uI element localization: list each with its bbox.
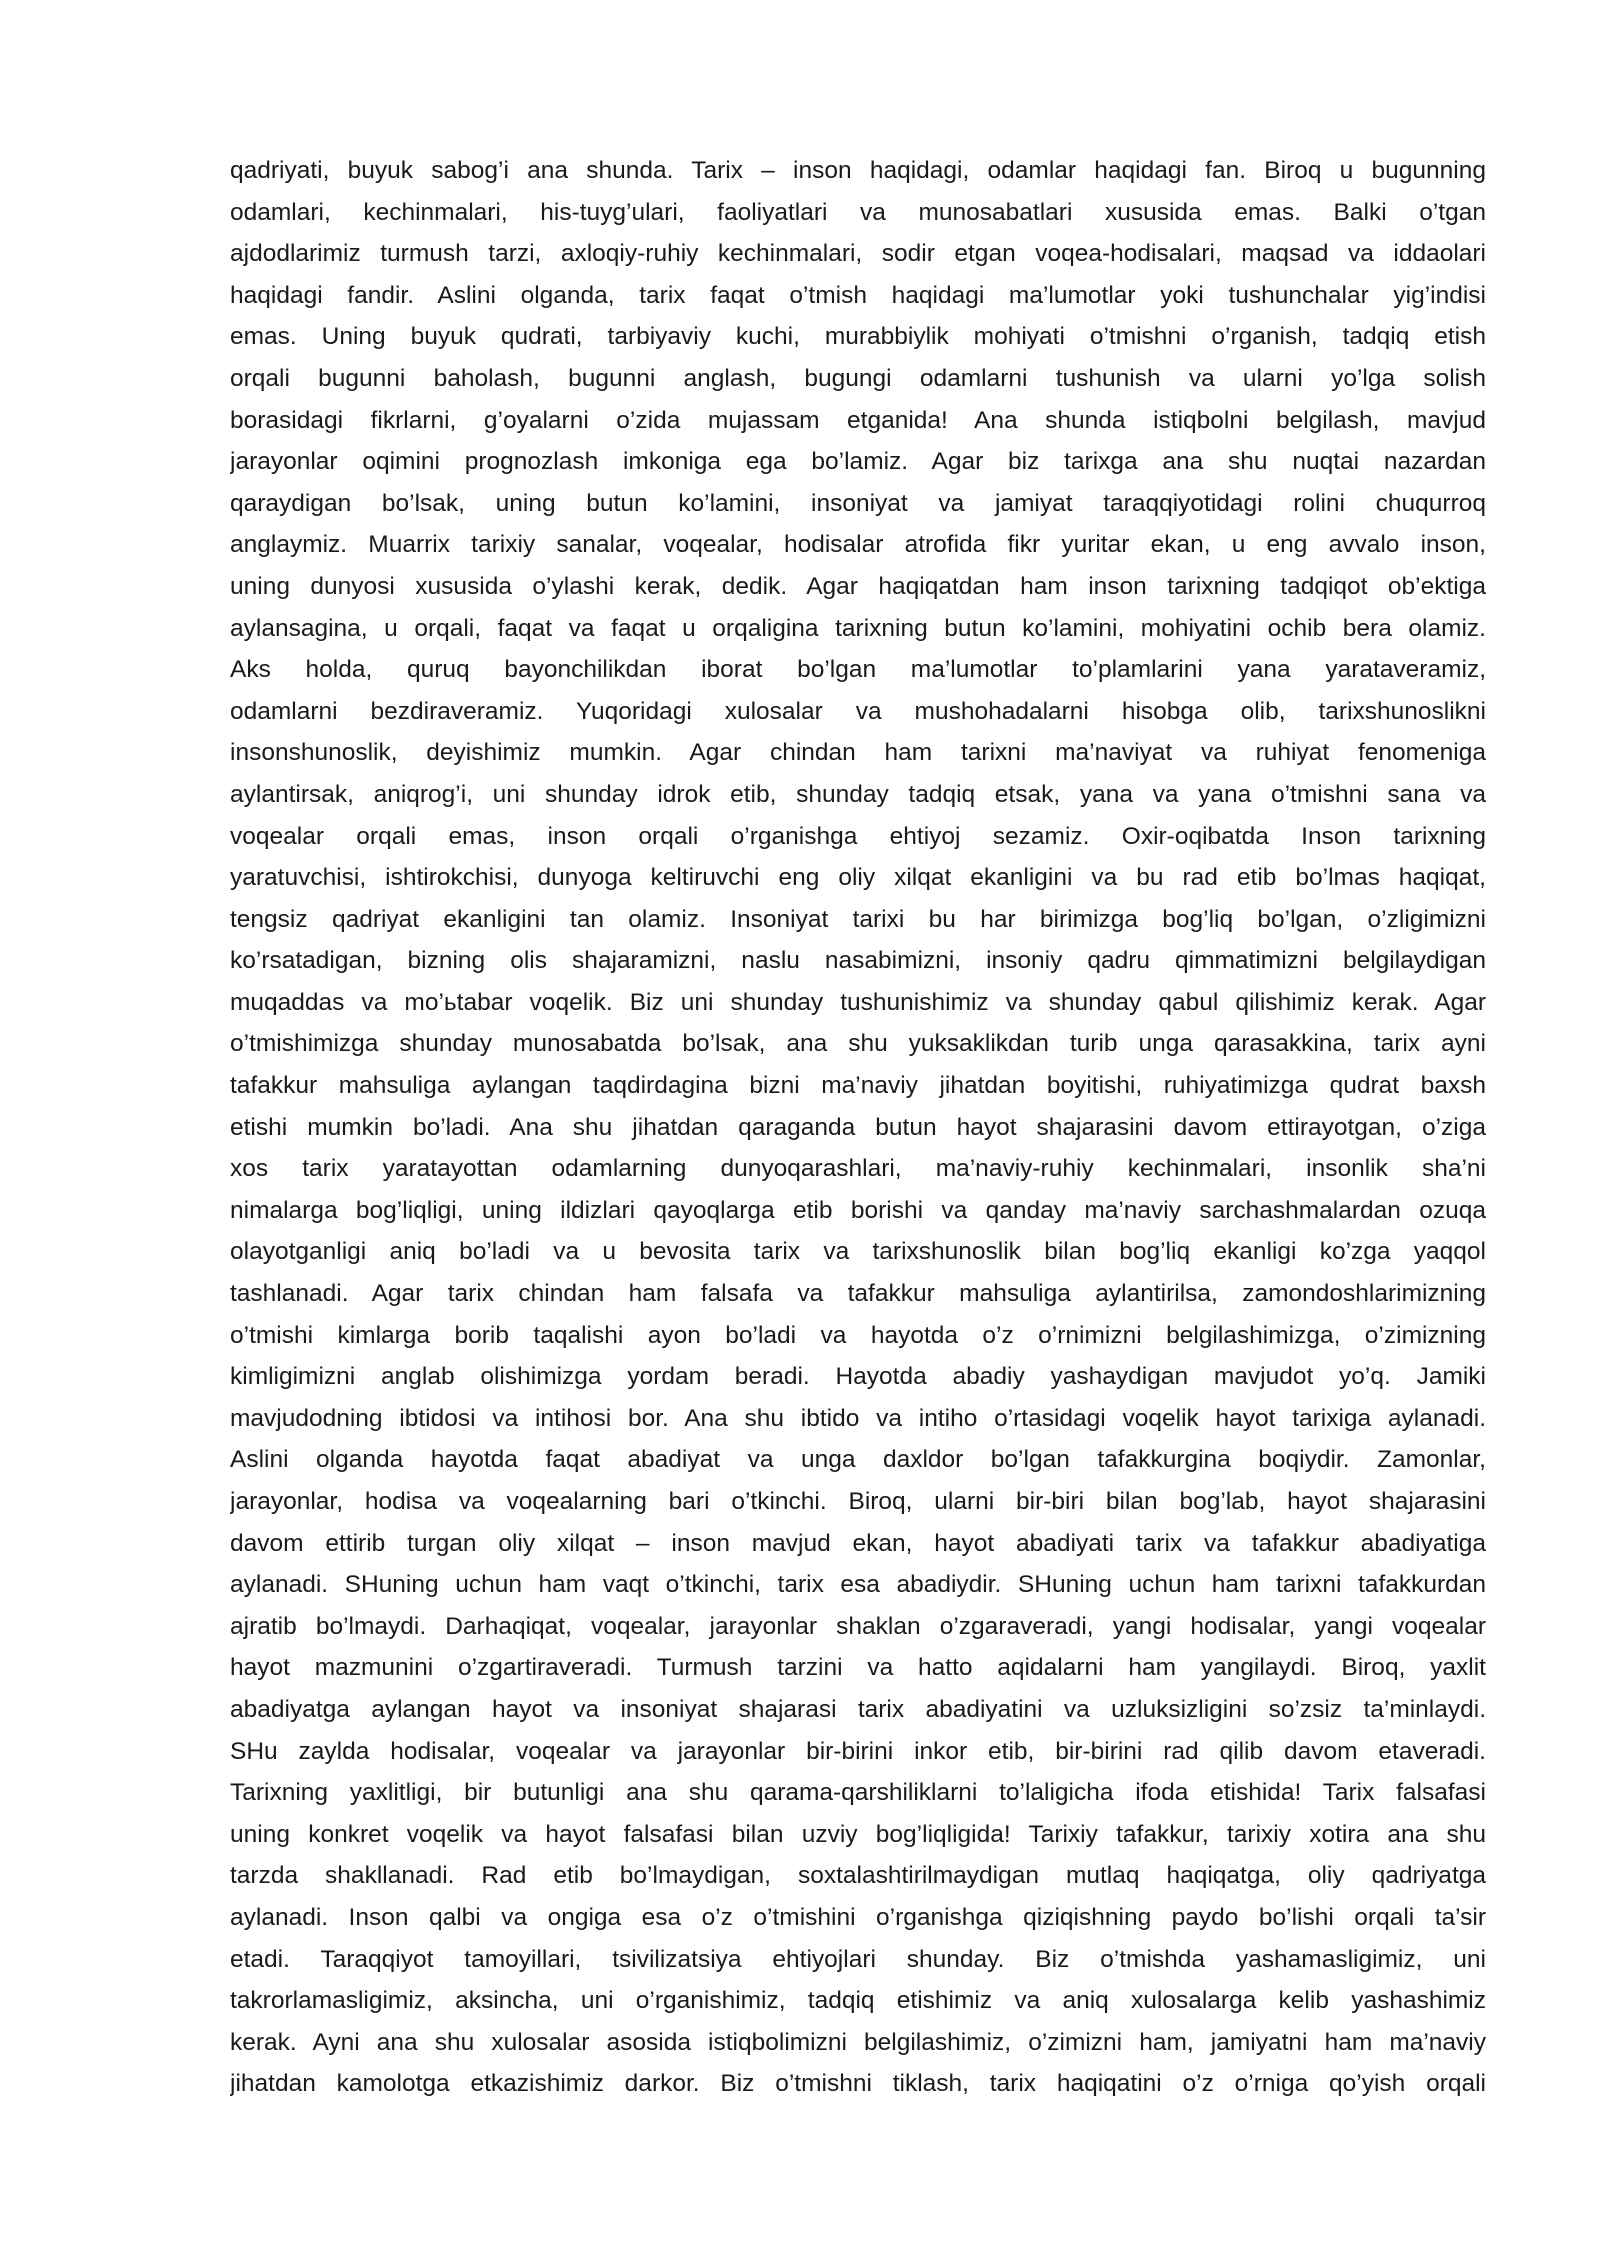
text-line: emas. Uning buyuk qudrati, tarbiyaviy kuchi, murabbiylik mohiyati o’tmishni o’rganish, tadqiq etish [230,323,1486,351]
text-line: o’tmishi kimlarga borib taqalishi ayon bo’ladi va hayotda o’z o’rnimizni belgilashimizga, o’zimizning [230,1321,1486,1349]
text-line: orqali bugunni baholash, bugunni anglash, bugungi odamlarni tushunish va ularni yo’lga solish [230,364,1486,392]
text-line: kimligimizni anglab olishimizga yordam beradi. Hayotda abadiy yashaydigan mavjudot yo’q. Jamiki [230,1363,1486,1391]
text-line: davom ettirib turgan oliy xilqat – inson mavjud ekan, hayot abadiyati tarix va tafakkur abadiyatiga [230,1529,1486,1557]
text-line: xos tarix yaratayottan odamlarning dunyoqarashlari, ma’naviy-ruhiy kechinmalari, insonlik sha’ni [230,1155,1486,1183]
text-line: takrorlamasligimiz, aksincha, uni o’rganishimiz, tadqiq etishimiz va aniq xulosalarga kelib yashashimiz [230,1987,1486,2015]
text-line: SHu zaylda hodisalar, voqealar va jarayonlar bir-birini inkor etib, bir-birini rad qilib davom etaveradi. [230,1737,1486,1765]
text-line: ko’rsatadigan, bizning olis shajaramizni, naslu nasabimizni, insoniy qadru qimmatimizni belgilaydigan [230,947,1486,975]
text-line: o’tmishimizga shunday munosabatda bo’lsak, ana shu yuksaklikdan turib unga qarasakkina, tarix ayni [230,1030,1486,1058]
text-line: nimalarga bog’liqligi, uning ildizlari qayoqlarga etib borishi va qanday ma’naviy sarchashmalardan ozuqa [230,1196,1486,1224]
text-line: voqealar orqali emas, inson orqali o’rganishga ehtiyoj sezamiz. Oxir-oqibatda Inson tarixning [230,822,1486,850]
text-line: Aslini olganda hayotda faqat abadiyat va unga daxldor bo’lgan tafakkurgina boqiydir. Zamonlar, [230,1446,1486,1474]
text-line: uning konkret voqelik va hayot falsafasi bilan uzviy bog’liqligida! Tarixiy tafakkur, tarixiy xotira ana shu [230,1820,1486,1848]
text-line: odamlari, kechinmalari, his-tuyg’ulari, faoliyatlari va munosabatlari xususida emas. Balki o’tgan [230,198,1486,226]
text-line: anglaymiz. Muarrix tarixiy sanalar, voqealar, hodisalar atrofida fikr yuritar ekan, u eng avvalo inson, [230,531,1486,559]
text-line: tengsiz qadriyat ekanligini tan olamiz. Insoniyat tarixi bu har birimizga bog’liq bo’lgan, o’zligimizni [230,905,1486,933]
text-line: Tarixning yaxlitligi, bir butunligi ana shu qarama-qarshiliklarni to’laligicha ifoda etishida! Tarix falsafasi [230,1779,1486,1807]
text-line: jarayonlar, hodisa va voqealarning bari o’tkinchi. Biroq, ularni bir-biri bilan bog’lab, hayot shajarasini [230,1488,1486,1515]
text-line: haqidagi fandir. Aslini olganda, tarix faqat o’tmish haqidagi ma’lumotlar yoki tushunchalar yig’indisi [230,281,1486,309]
text-line: muqaddas va mo’ьtabar voqelik. Biz uni shunday tushunishimiz va shunday qabul qilishimiz kerak. Agar [230,988,1486,1016]
text-line: aylanadi. Inson qalbi va ongiga esa o’z o’tmishini o’rganishga qiziqishning paydo bo’lishi orqali ta’sir [230,1903,1486,1931]
text-line: ajdodlarimiz turmush tarzi, axloqiy-ruhiy kechinmalari, sodir etgan voqea-hodisalari, maqsad va iddaolari [230,240,1486,268]
text-line: uning dunyosi xususida o’ylashi kerak, dedik. Agar haqiqatdan ham inson tarixning tadqiqot ob’ektiga [230,572,1486,600]
body-paragraph [230,150,1486,2105]
text-line: tashlanadi. Agar tarix chindan ham falsafa va tafakkur mahsuliga aylantirilsa, zamondoshlarimizning [230,1280,1486,1308]
text-line: abadiyatga aylangan hayot va insoniyat shajarasi tarix abadiyatini va uzluksizligini so’zsiz ta’minlaydi. [230,1695,1486,1723]
text-line: tarzda shakllanadi. Rad etib bo’lmaydigan, soxtalashtirilmaydigan mutlaq haqiqatga, oliy qadriyatga [230,1862,1486,1890]
text-line: Aks holda, quruq bayonchilikdan iborat bo’lgan ma’lumotlar to’plamlarini yana yarataveramiz, [230,656,1486,684]
text-line: etishi mumkin bo’ladi. Ana shu jihatdan qaraganda butun hayot shajarasini davom ettirayotgan, o’ziga [230,1113,1486,1141]
text-line: odamlarni bezdiraveramiz. Yuqoridagi xulosalar va mushohadalarni hisobga olib, tarixshunoslikni [230,697,1486,725]
text-line: aylanadi. SHuning uchun ham vaqt o’tkinchi, tarix esa abadiydir. SHuning uchun ham tarixni tafakkurdan [230,1571,1486,1599]
text-line: jihatdan kamolotga etkazishimiz darkor. Biz o’tmishni tiklash, tarix haqiqatini o’z o’rniga qo’yish orqali [230,2070,1486,2098]
text-line: mavjudodning ibtidosi va intihosi bor. Ana shu ibtido va intiho o’rtasidagi voqelik hayot tarixiga aylanadi. [230,1404,1486,1432]
text-line: aylansagina, u orqali, faqat va faqat u orqaligina tarixning butun ko’lamini, mohiyatini ochib bera olamiz. [230,614,1486,642]
text-line: yaratuvchisi, ishtirokchisi, dunyoga keltiruvchi eng oliy xilqat ekanligini va bu rad etib bo’lmas haqiqat, [230,864,1486,892]
text-line: qaraydigan bo’lsak, uning butun ko’lamini, insoniyat va jamiyat taraqqiyotidagi rolini chuqurroq [230,489,1486,517]
text-line: borasidagi fikrlarni, g’oyalarni o’zida mujassam etganida! Ana shunda istiqbolni belgilash, mavjud [230,406,1486,434]
text-line: tafakkur mahsuliga aylangan taqdirdagina bizni ma’naviy jihatdan boyitishi, ruhiyatimizga qudrat baxsh [230,1072,1486,1100]
text-line: ajratib bo’lmaydi. Darhaqiqat, voqealar, jarayonlar shaklan o’zgaraveradi, yangi hodisalar, yangi voqealar [230,1612,1486,1640]
text-line: kerak. Ayni ana shu xulosalar asosida istiqbolimizni belgilashimiz, o’zimizni ham, jamiyatni ham ma’naviy [230,2028,1486,2056]
text-line: jarayonlar oqimini prognozlash imkoniga ega bo’lamiz. Agar biz tarixga ana shu nuqtai nazardan [230,448,1486,476]
text-line: etadi. Taraqqiyot tamoyillari, tsivilizatsiya ehtiyojlari shunday. Biz o’tmishda yashamasligimiz, uni [230,1945,1486,1973]
text-line: olayotganligi aniq bo’ladi va u bevosita tarix va tarixshunoslik bilan bog’liq ekanligi ko’zga yaqqol [230,1238,1486,1266]
text-line: hayot mazmunini o’zgartiraveradi. Turmush tarzini va hatto aqidalarni ham yangilaydi. Biroq, yaxlit [230,1654,1486,1682]
text-line: aylantirsak, aniqrog’i, uni shunday idrok etib, shunday tadqiq etsak, yana va yana o’tmishni sana va [230,780,1486,808]
text-line: insonshunoslik, deyishimiz mumkin. Agar chindan ham tarixni ma’naviyat va ruhiyat fenomeniga [230,739,1486,767]
text-line: qadriyati, buyuk sabog’i ana shunda. Tarix – inson haqidagi, odamlar haqidagi fan. Biroq u bugunning [230,157,1486,184]
